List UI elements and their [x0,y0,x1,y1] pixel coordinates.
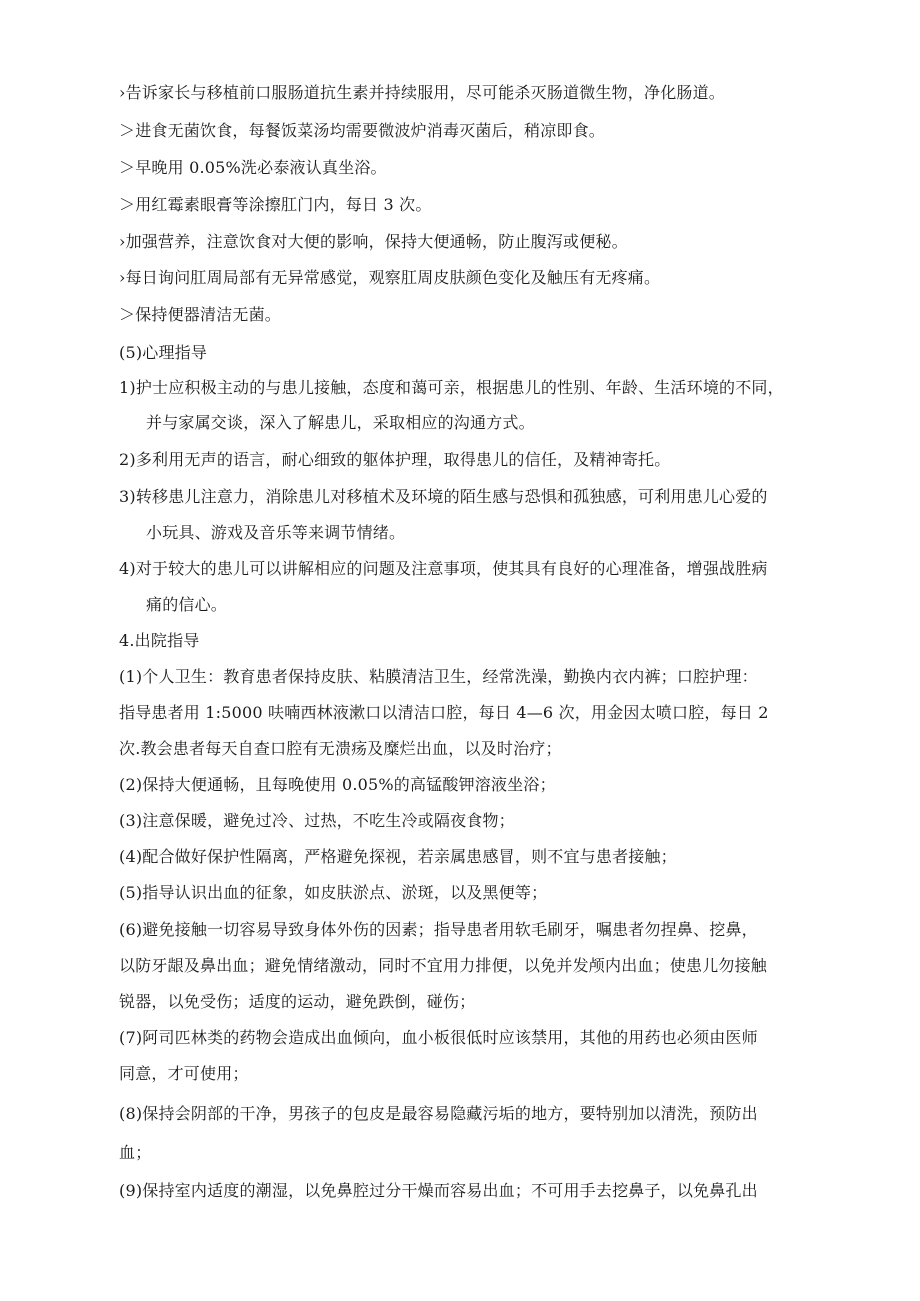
paragraph-line: 以防牙龈及鼻出血；避免情绪激动，同时不宜用力排便，以免并发颅内出血；使患儿勿接触 [119,956,768,975]
paragraph-line: 血； [119,1143,152,1162]
paragraph-line: 4)对于较大的患儿可以讲解相应的问题及注意事项，使其具有良好的心理准备，增强战胜病 [119,559,768,578]
bullet-line: ＞保持便器清洁无菌。 [119,305,282,324]
bullet-line: ›告诉家长与移植前口服肠道抗生素并持续服用，尽可能杀灭肠道微生物，净化肠道。 [119,83,725,102]
paragraph-line: (2)保持大便通畅，且每晚使用 0.05%的高锰酸钾溶液坐浴； [119,775,556,794]
paragraph-line: (9)保持室内适度的潮湿，以免鼻腔过分干燥而容易出血；不可用手去挖鼻子，以免鼻孔出 [119,1181,758,1200]
paragraph-line: (5)指导认识出血的征象，如皮肤淤点、淤斑，以及黑便等； [119,883,548,902]
paragraph-line: (4)配合做好保护性隔离，严格避免探视，若亲属患感冒，则不宜与患者接触； [119,847,677,866]
paragraph-line: 并与家属交谈，深入了解患儿，采取相应的沟通方式。 [146,413,535,432]
paragraph-line: (7)阿司匹林类的药物会造成出血倾向，血小板很低时应该禁用，其他的用药也必须由医师 [119,1028,758,1047]
paragraph-line: 次.教会患者每天自查口腔有无溃疡及糜烂出血，以及时治疗； [119,739,562,758]
paragraph-line: 同意，才可使用； [119,1064,249,1083]
section-heading: (5)心理指导 [119,343,208,362]
bullet-line: ＞早晚用 0.05%洗必泰液认真坐浴。 [119,158,387,177]
section-heading: 4.出院指导 [119,631,200,650]
paragraph-line: 锐器，以免受伤；适度的运动，避免跌倒，碰伤； [119,992,476,1011]
bullet-line: ＞进食无菌饮食，每餐饭菜汤均需要微波炉消毒灭菌后，稍凉即食。 [119,121,606,140]
paragraph-line: 小玩具、游戏及音乐等来调节情绪。 [146,523,406,542]
paragraph-line: (1)个人卫生：教育患者保持皮肤、粘膜清洁卫生，经常洗澡，勤换内衣内裤；口腔护理： [119,667,758,686]
paragraph-line: 2)多利用无声的语言，耐心细致的躯体护理，取得患儿的信任，及精神寄托。 [119,450,671,469]
paragraph-line: 指导患者用 1:5000 呋喃西林液漱口以清洁口腔，每日 4—6 次，用金因太喷口腔，每日 2 [119,703,769,722]
paragraph-line: (8)保持会阴部的干净，男孩子的包皮是最容易隐藏污垢的地方，要特别加以清洗，预防出 [119,1104,758,1123]
paragraph-line: 3)转移患儿注意力，消除患儿对移植术及环境的陌生感与恐惧和孤独感，可利用患儿心爱的 [119,487,768,506]
bullet-line: ›每日询问肛周局部有无异常感觉，观察肛周皮肤颜色变化及触压有无疼痛。 [119,268,661,287]
paragraph-line: (6)避免接触一切容易导致身体外伤的因素；指导患者用软毛刷牙，嘱患者勿捏鼻、挖鼻， [119,920,758,939]
bullet-line: ＞用红霉素眼膏等涂擦肛门内，每日 3 次。 [119,195,432,214]
bullet-line: ›加强营养，注意饮食对大便的影响，保持大便通畅，防止腹泻或便秘。 [119,232,628,251]
paragraph-line: 痛的信心。 [146,595,228,614]
paragraph-line: (3)注意保暖，避免过冷、过热，不吃生冷或隔夜食物； [119,811,515,830]
paragraph-line: 1)护士应积极主动的与患儿接触，态度和蔼可亲，根据患儿的性别、年龄、生活环境的不同， [119,378,784,397]
